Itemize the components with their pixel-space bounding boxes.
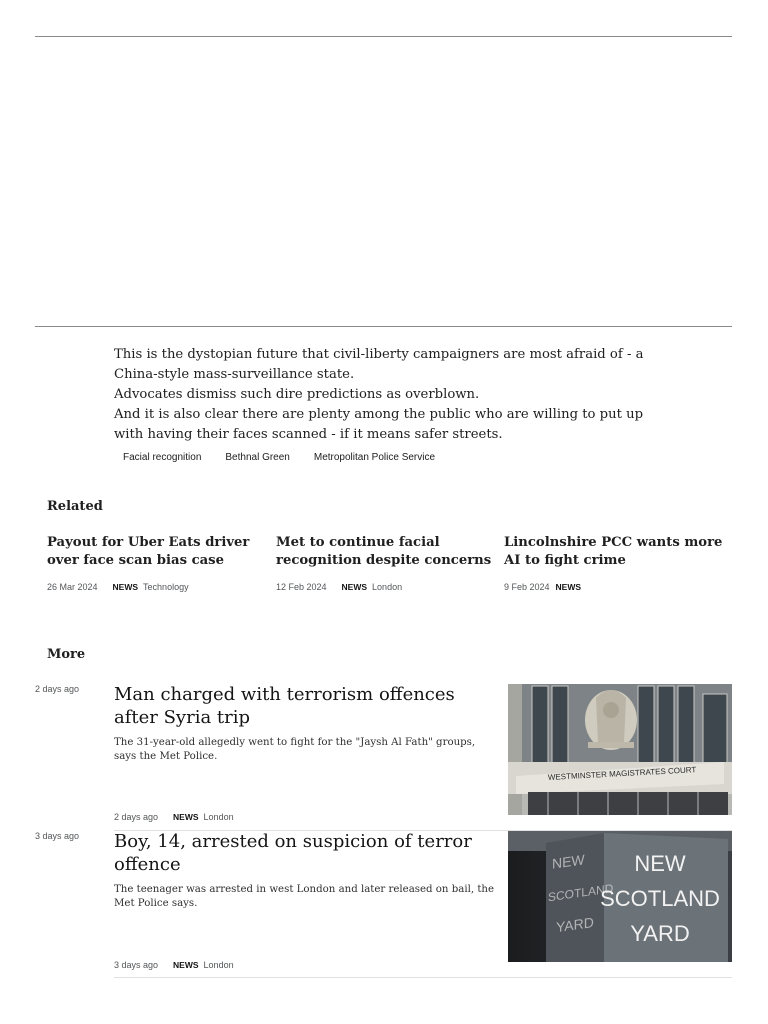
related-meta <box>47 582 267 592</box>
tag-metropolitan-police[interactable]: Metropolitan Police Service <box>313 452 436 463</box>
sign-front-line: NEW <box>634 851 686 876</box>
more-item-section[interactable]: London <box>203 960 234 970</box>
related-section[interactable]: Technology <box>143 582 189 592</box>
news-badge: NEWS <box>173 812 199 822</box>
related-heading: Related <box>47 499 103 514</box>
news-badge: NEWS <box>173 960 199 970</box>
related-card[interactable] <box>47 534 267 592</box>
related-date: 26 Mar 2024 <box>47 582 98 592</box>
topic-tags <box>114 452 450 464</box>
related-card[interactable] <box>504 534 724 592</box>
more-item-section[interactable]: London <box>203 812 234 822</box>
more-item-summary: The teenager was arrested in west London and later released on bail, the Met Police says. <box>114 884 495 909</box>
more-item-summary: The 31-year-old allegedly went to fight for the "Jaysh Al Fath" groups, says the Met Police. <box>114 737 476 762</box>
related-title[interactable]: Payout for Uber Eats driver over face scan bias case <box>47 535 250 568</box>
more-item-meta <box>114 960 234 970</box>
scotland-yard-sign-image[interactable] <box>508 831 732 962</box>
court-building-graphic <box>508 684 732 815</box>
article-body <box>114 345 659 445</box>
more-item-time: 3 days ago <box>35 831 80 841</box>
news-badge: NEWS <box>555 582 582 592</box>
tag-facial-recognition[interactable]: Facial recognition <box>123 452 202 463</box>
more-item-date: 3 days ago <box>114 960 159 970</box>
more-item-meta <box>114 812 234 822</box>
more-heading: More <box>47 647 86 662</box>
sign-side-line: NEW <box>552 851 585 872</box>
court-building-image[interactable] <box>508 684 732 815</box>
related-title[interactable]: Met to continue facial recognition despite concerns <box>276 535 492 568</box>
sign-side-line: YARD <box>556 914 594 936</box>
sign-side-line: SCOTLAND <box>548 881 614 905</box>
related-meta <box>504 582 724 592</box>
embed-top-divider <box>35 36 732 37</box>
more-item-title[interactable]: Boy, 14, arrested on suspicion of terror offence <box>114 831 472 875</box>
related-title[interactable]: Lincolnshire PCC wants more AI to fight crime <box>504 535 723 568</box>
sign-front-line: SCOTLAND <box>600 886 720 911</box>
article-paragraph: This is the dystopian future that civil-liberty campaigners are most afraid of - a China-style mass-surveillance state. <box>114 347 644 382</box>
court-sign-text: WESTMINSTER MAGISTRATES COURT <box>547 765 697 782</box>
scotland-yard-sign-graphic <box>508 831 732 962</box>
royal-coat-of-arms <box>585 690 637 750</box>
tag-bethnal-green[interactable]: Bethnal Green <box>225 452 290 463</box>
more-item-title[interactable]: Man charged with terrorism offences after Syria trip <box>114 684 455 728</box>
embed-bottom-divider <box>35 326 732 327</box>
sign-front-line: YARD <box>630 921 690 946</box>
article-paragraph: Advocates dismiss such dire predictions as overblown. <box>114 387 480 402</box>
more-item-divider <box>114 977 732 978</box>
news-badge: NEWS <box>112 582 139 592</box>
news-badge: NEWS <box>341 582 368 592</box>
related-card[interactable] <box>276 534 496 592</box>
related-section[interactable]: London <box>372 582 403 592</box>
related-meta <box>276 582 496 592</box>
article-paragraph: And it is also clear there are plenty among the public who are willing to put up with having their faces scanned - if it means safer streets. <box>114 407 644 442</box>
related-date: 9 Feb 2024 <box>504 582 550 592</box>
more-item-time: 2 days ago <box>35 684 80 694</box>
more-item-date: 2 days ago <box>114 812 159 822</box>
related-date: 12 Feb 2024 <box>276 582 327 592</box>
